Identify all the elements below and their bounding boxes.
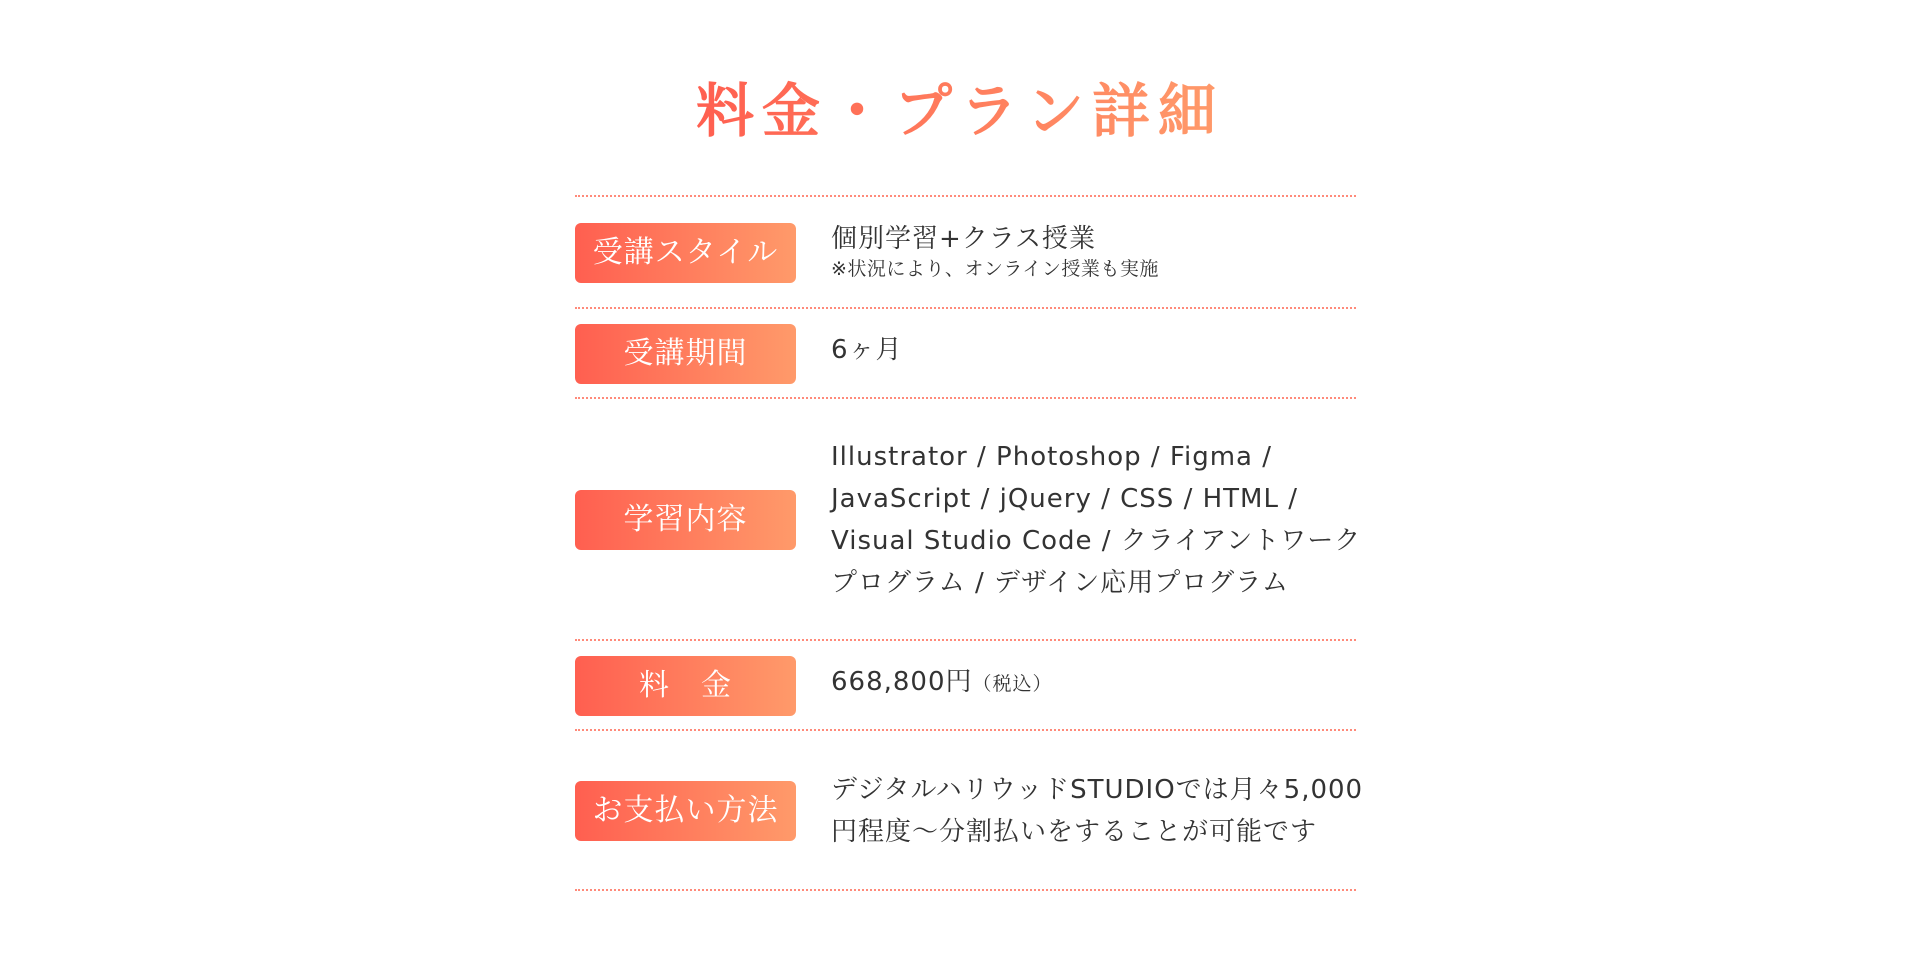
period-content [831, 333, 1371, 367]
fee-content [831, 665, 1371, 701]
style-content [831, 222, 1371, 282]
row-divider [575, 397, 1356, 399]
page-title-text: 料金・プラン詳細 [695, 77, 1224, 145]
fee-value: 668,800円 [831, 667, 973, 697]
curriculum-line: Visual Studio Code / クライアントワーク [831, 526, 1362, 556]
row-divider [575, 195, 1356, 197]
style-label: 受講スタイル [575, 223, 796, 283]
curriculum-line: Illustrator / Photoshop / Figma / [831, 442, 1273, 472]
payment-content [831, 769, 1371, 853]
payment-line: 円程度〜分割払いをすることが可能です [831, 817, 1318, 847]
fee-label: 料 金 [575, 656, 796, 716]
curriculum-label: 学習内容 [575, 490, 796, 550]
payment-label: お支払い方法 [575, 781, 796, 841]
period-label: 受講期間 [575, 324, 796, 384]
row-divider [575, 639, 1356, 641]
curriculum-line: JavaScript / jQuery / CSS / HTML / [831, 484, 1298, 514]
tax-note: （税込） [972, 673, 1053, 695]
curriculum-content [831, 436, 1371, 604]
row-divider [575, 889, 1356, 891]
curriculum-line: プログラム / デザイン応用プログラム [831, 568, 1289, 598]
payment-line: デジタルハリウッドSTUDIOでは月々5,000 [831, 775, 1364, 805]
page-title [0, 70, 1920, 152]
row-divider [575, 307, 1356, 309]
period-value: 6ヶ月 [831, 335, 903, 365]
row-divider [575, 729, 1356, 731]
style-note: ※状況により、オンライン授業も実施 [831, 258, 1159, 280]
style-value: 個別学習+クラス授業 [831, 224, 1097, 254]
